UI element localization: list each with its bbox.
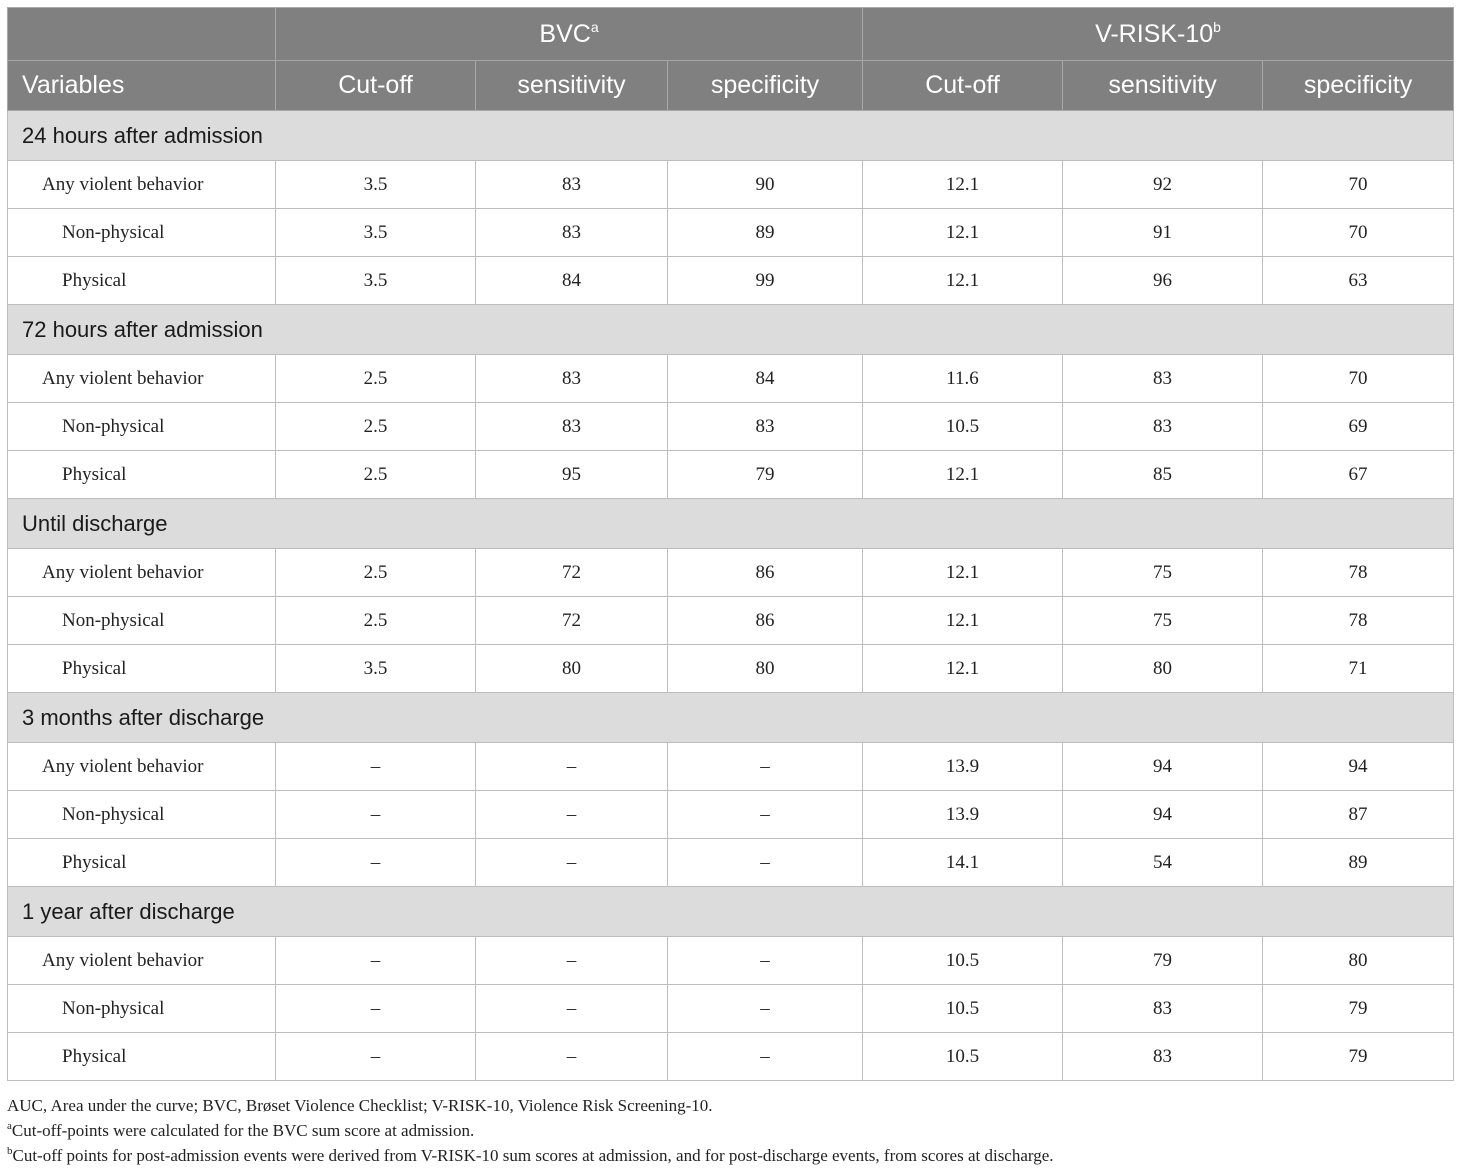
row-label: Any violent behavior bbox=[8, 743, 276, 791]
section-title: Until discharge bbox=[8, 499, 1454, 549]
table-cell: 14.1 bbox=[863, 839, 1063, 887]
row-label: Non-physical bbox=[8, 209, 276, 257]
footnote-abbreviations: AUC, Area under the curve; BVC, Brøset Violence Checklist; V-RISK-10, Violence Risk Screening-10. bbox=[7, 1096, 713, 1115]
table-cell: 84 bbox=[668, 355, 863, 403]
column-header-bvc-sensitivity: sensitivity bbox=[476, 61, 668, 111]
table-cell: 94 bbox=[1063, 743, 1263, 791]
section-title: 72 hours after admission bbox=[8, 305, 1454, 355]
row-label: Any violent behavior bbox=[8, 549, 276, 597]
table-cell: – bbox=[276, 985, 476, 1033]
vrisk-footnote-mark: b bbox=[1213, 18, 1221, 35]
bvc-group-header bbox=[276, 8, 863, 61]
table-cell: 83 bbox=[476, 355, 668, 403]
column-header-bvc-cutoff: Cut-off bbox=[276, 61, 476, 111]
table-cell: 95 bbox=[476, 451, 668, 499]
table-row bbox=[8, 791, 1454, 839]
table-cell: – bbox=[476, 1033, 668, 1081]
row-label: Non-physical bbox=[8, 403, 276, 451]
table-cell: 75 bbox=[1063, 549, 1263, 597]
table-cell: 2.5 bbox=[276, 403, 476, 451]
table-cell: 12.1 bbox=[863, 209, 1063, 257]
column-header-vrisk-cutoff: Cut-off bbox=[863, 61, 1063, 111]
table-cell: – bbox=[476, 937, 668, 985]
table-row bbox=[8, 1033, 1454, 1081]
row-label: Non-physical bbox=[8, 985, 276, 1033]
table-cell: – bbox=[476, 985, 668, 1033]
table-cell: 12.1 bbox=[863, 549, 1063, 597]
table-cell: 83 bbox=[476, 403, 668, 451]
table-cell: – bbox=[476, 743, 668, 791]
table-row bbox=[8, 645, 1454, 693]
table-cell: 83 bbox=[476, 161, 668, 209]
bvc-group-label: BVC bbox=[539, 19, 591, 48]
row-label: Physical bbox=[8, 645, 276, 693]
vrisk-group-label: V-RISK-10 bbox=[1095, 19, 1214, 48]
column-header-bvc-specificity: specificity bbox=[668, 61, 863, 111]
column-header-row bbox=[8, 61, 1454, 111]
table-cell: 10.5 bbox=[863, 985, 1063, 1033]
row-label: Physical bbox=[8, 839, 276, 887]
table-cell: 85 bbox=[1063, 451, 1263, 499]
table-cell: 79 bbox=[668, 451, 863, 499]
table-cell: 83 bbox=[476, 209, 668, 257]
row-label: Physical bbox=[8, 257, 276, 305]
table-row bbox=[8, 597, 1454, 645]
table-cell: 2.5 bbox=[276, 597, 476, 645]
table-cell: – bbox=[668, 937, 863, 985]
table-row bbox=[8, 743, 1454, 791]
empty-header-cell bbox=[8, 8, 276, 61]
row-label: Physical bbox=[8, 1033, 276, 1081]
footnote-a-mark: a bbox=[7, 1120, 12, 1132]
section-row bbox=[8, 305, 1454, 355]
vrisk-group-header bbox=[863, 8, 1454, 61]
section-row bbox=[8, 499, 1454, 549]
table-cell: 78 bbox=[1263, 597, 1454, 645]
table-cell: 90 bbox=[668, 161, 863, 209]
table-cell: 80 bbox=[1263, 937, 1454, 985]
cutoff-table bbox=[7, 7, 1454, 1081]
table-cell: 70 bbox=[1263, 161, 1454, 209]
section-title: 24 hours after admission bbox=[8, 111, 1454, 161]
table-cell: 92 bbox=[1063, 161, 1263, 209]
table-cell: 2.5 bbox=[276, 451, 476, 499]
table-cell: 79 bbox=[1263, 985, 1454, 1033]
table-cell: 12.1 bbox=[863, 597, 1063, 645]
table-cell: 89 bbox=[668, 209, 863, 257]
table-row bbox=[8, 355, 1454, 403]
table-cell: 94 bbox=[1063, 791, 1263, 839]
table-cell: 84 bbox=[476, 257, 668, 305]
table-cell: 89 bbox=[1263, 839, 1454, 887]
table-cell: 11.6 bbox=[863, 355, 1063, 403]
footnote-b bbox=[7, 1143, 1054, 1168]
table-row bbox=[8, 403, 1454, 451]
table-cell: 96 bbox=[1063, 257, 1263, 305]
table-cell: 86 bbox=[668, 597, 863, 645]
table-cell: 13.9 bbox=[863, 743, 1063, 791]
row-label: Non-physical bbox=[8, 791, 276, 839]
table-cell: 3.5 bbox=[276, 257, 476, 305]
table-cell: 2.5 bbox=[276, 549, 476, 597]
footnote-a bbox=[7, 1118, 1054, 1143]
table-row bbox=[8, 985, 1454, 1033]
table-cell: 54 bbox=[1063, 839, 1263, 887]
table-footnotes bbox=[7, 1093, 1054, 1168]
row-label: Any violent behavior bbox=[8, 161, 276, 209]
column-header-vrisk-specificity: specificity bbox=[1263, 61, 1454, 111]
table-cell: 72 bbox=[476, 597, 668, 645]
row-label: Physical bbox=[8, 451, 276, 499]
table-cell: 70 bbox=[1263, 355, 1454, 403]
table-cell: – bbox=[668, 1033, 863, 1081]
table-cell: – bbox=[276, 1033, 476, 1081]
table-cell: 3.5 bbox=[276, 161, 476, 209]
table-row bbox=[8, 549, 1454, 597]
table-row bbox=[8, 451, 1454, 499]
row-label: Any violent behavior bbox=[8, 937, 276, 985]
table-cell: – bbox=[476, 791, 668, 839]
table-cell: 99 bbox=[668, 257, 863, 305]
results-table-container bbox=[7, 7, 1453, 1081]
table-cell: 86 bbox=[668, 549, 863, 597]
table-cell: 10.5 bbox=[863, 937, 1063, 985]
table-cell: 13.9 bbox=[863, 791, 1063, 839]
table-cell: 3.5 bbox=[276, 209, 476, 257]
table-cell: – bbox=[476, 839, 668, 887]
section-row bbox=[8, 887, 1454, 937]
section-row bbox=[8, 111, 1454, 161]
section-title: 3 months after discharge bbox=[8, 693, 1454, 743]
table-cell: 72 bbox=[476, 549, 668, 597]
table-cell: 79 bbox=[1063, 937, 1263, 985]
group-header-row bbox=[8, 8, 1454, 61]
table-row bbox=[8, 161, 1454, 209]
footnote-b-mark: b bbox=[7, 1145, 13, 1157]
table-cell: – bbox=[668, 743, 863, 791]
table-cell: 12.1 bbox=[863, 645, 1063, 693]
table-cell: – bbox=[668, 985, 863, 1033]
bvc-footnote-mark: a bbox=[590, 18, 599, 35]
table-cell: 87 bbox=[1263, 791, 1454, 839]
row-label: Non-physical bbox=[8, 597, 276, 645]
table-cell: 80 bbox=[668, 645, 863, 693]
table-row bbox=[8, 839, 1454, 887]
table-cell: 3.5 bbox=[276, 645, 476, 693]
footnote-b-text: Cut-off points for post-admission events were derived from V-RISK-10 sum scores at admission, and for post-discharge events, from scores at discharge. bbox=[12, 1146, 1054, 1165]
table-cell: 83 bbox=[1063, 1033, 1263, 1081]
table-cell: 2.5 bbox=[276, 355, 476, 403]
table-cell: 63 bbox=[1263, 257, 1454, 305]
column-header-vrisk-sensitivity: sensitivity bbox=[1063, 61, 1263, 111]
table-cell: 83 bbox=[668, 403, 863, 451]
table-cell: – bbox=[276, 791, 476, 839]
table-row bbox=[8, 257, 1454, 305]
table-cell: 83 bbox=[1063, 985, 1263, 1033]
column-header-variables: Variables bbox=[8, 61, 276, 111]
table-cell: – bbox=[276, 743, 476, 791]
table-cell: – bbox=[276, 839, 476, 887]
table-cell: 80 bbox=[1063, 645, 1263, 693]
table-row bbox=[8, 209, 1454, 257]
table-cell: 79 bbox=[1263, 1033, 1454, 1081]
table-cell: 91 bbox=[1063, 209, 1263, 257]
table-row bbox=[8, 937, 1454, 985]
section-title: 1 year after discharge bbox=[8, 887, 1454, 937]
table-cell: – bbox=[276, 937, 476, 985]
table-cell: 83 bbox=[1063, 403, 1263, 451]
table-cell: 83 bbox=[1063, 355, 1263, 403]
table-cell: 94 bbox=[1263, 743, 1454, 791]
table-cell: 67 bbox=[1263, 451, 1454, 499]
table-cell: 71 bbox=[1263, 645, 1454, 693]
footnote-a-text: Cut-off-points were calculated for the BVC sum score at admission. bbox=[11, 1121, 475, 1140]
table-cell: – bbox=[668, 791, 863, 839]
table-cell: 12.1 bbox=[863, 257, 1063, 305]
section-row bbox=[8, 693, 1454, 743]
table-cell: 12.1 bbox=[863, 161, 1063, 209]
table-cell: 69 bbox=[1263, 403, 1454, 451]
table-cell: 80 bbox=[476, 645, 668, 693]
table-body bbox=[8, 111, 1454, 1081]
table-cell: 12.1 bbox=[863, 451, 1063, 499]
table-cell: 10.5 bbox=[863, 1033, 1063, 1081]
table-cell: 78 bbox=[1263, 549, 1454, 597]
table-cell: 70 bbox=[1263, 209, 1454, 257]
table-cell: 10.5 bbox=[863, 403, 1063, 451]
row-label: Any violent behavior bbox=[8, 355, 276, 403]
table-cell: – bbox=[668, 839, 863, 887]
table-cell: 75 bbox=[1063, 597, 1263, 645]
